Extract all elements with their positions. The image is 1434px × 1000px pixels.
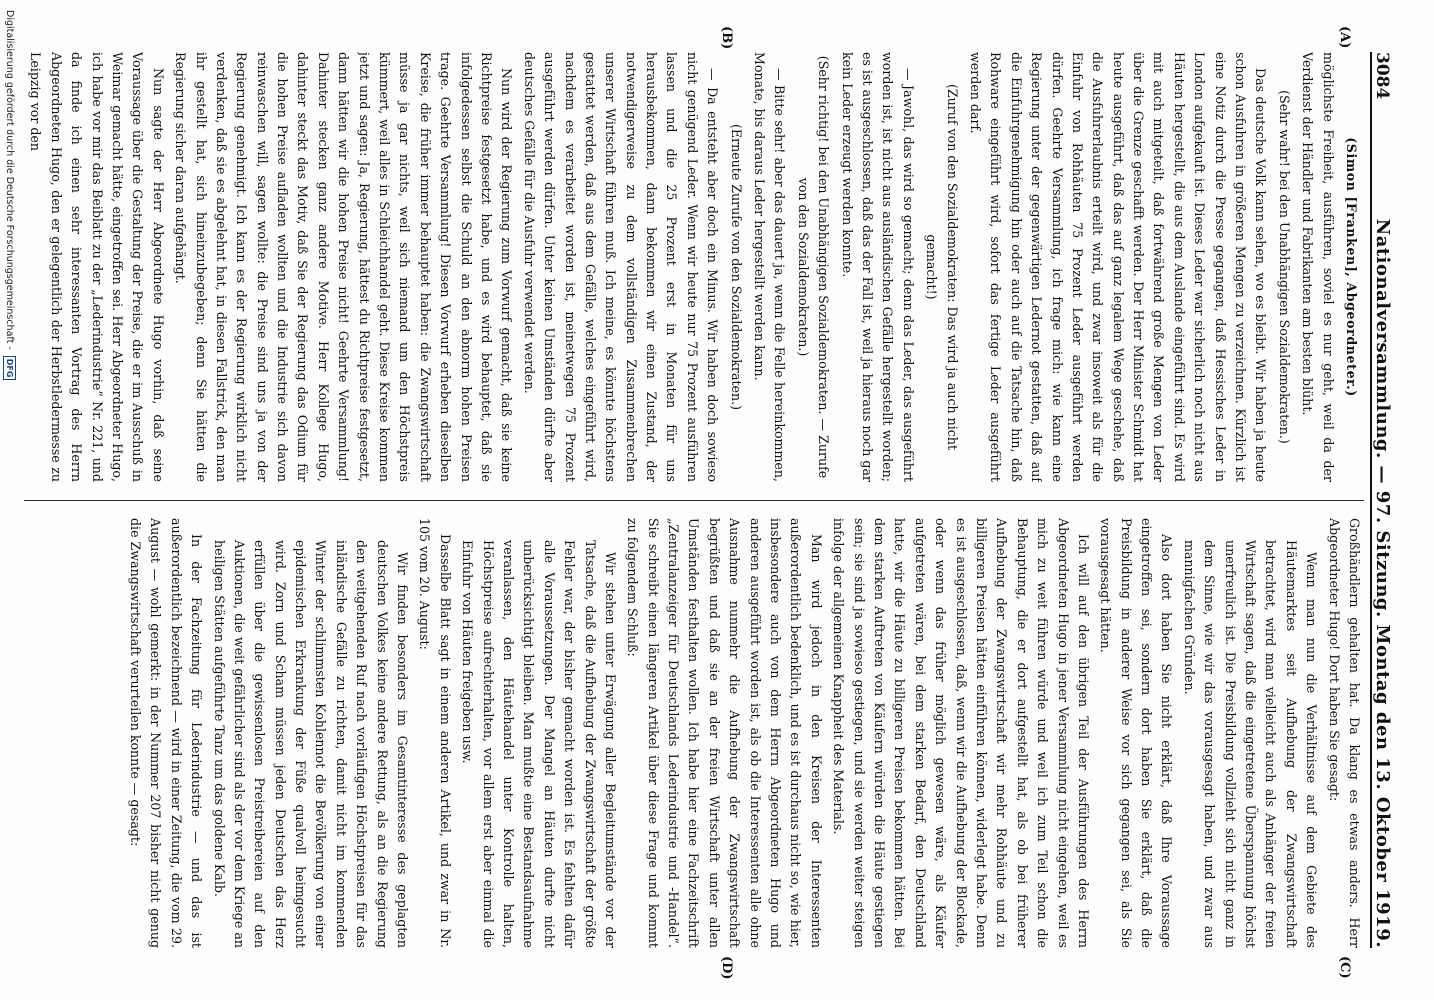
column-divider — [24, 500, 1364, 501]
margin-marker-c: (C) — [1337, 956, 1352, 979]
speaker-line: (Simon [Franken], Abgeordneter.) — [1344, 137, 1359, 397]
page-number: 3084 — [1372, 52, 1392, 100]
dfg-logo: DFG — [3, 356, 16, 381]
margin-marker-b: (B) — [719, 26, 734, 50]
paragraph: Also dort haben Sie nicht erklärt, daß Ihre Voraussage eingetroffen sei, sondern dort haben Sie erklärt, daß die Preisbildung in anderer Weise vor sich gegangen sei, als Sie vorausgesagt hätten. — [1098, 518, 1175, 948]
margin-marker-a: (A) — [1337, 26, 1352, 49]
paragraph: — Bitte sehr! aber das dauert ja, wenn die Felle hereinkommen, Monate, bis daraus Leder hergestellt werden kann. — [752, 52, 788, 482]
quotation: Wenn man nun die Verhältnisse auf dem Gebiete des Häutemarktes seit Aufhebung der Zwangswirtschaft betrachtet, wird man vielleicht auch als Anhänger der freien Wirtschaft sagen, daß die eingetretene Überspannung höchst unerfreulich ist. Die Preisbildung vollzieht sich nicht ganz in dem Sinne, wie wir das vorausgesagt haben, und zwar aus mannigfachen Gründen. — [1181, 540, 1320, 948]
paragraph: Nun sagte der Herr Abgeordnete Hugo vorhin, daß seine Voraussage über die Gestaltung der Preise, die er im Ausschuß in Weimar gemacht hätte, eingetroffen sei. Herr Abgeordneter Hugo, ich habe vor mir das Beiblatt zu der „Lederindustrie“ Nr. 221, und da finde ich einen sehr interessanten Vortrag des Herrn Abgeordneten Hugo, den er gelegentlich der Herbstledermesse zu Leipzig vor den — [28, 52, 166, 482]
paragraph: Großhändlern gehalten hat. Da klang es etwas anders. Herr Abgeordneter Hugo! Dort haben Sie gesagt: — [1326, 518, 1362, 948]
paragraph: Dasselbe Blatt sagt in einem anderen Artikel, und zwar in Nr. 105 vom 20. August: — [417, 518, 453, 948]
paragraph: Nun wird der Regierung zum Vorwurf gemacht, daß sie keine Richtpreise festgesetzt habe, und es wird behauptet, daß sie infolgedessen selbst die Schuld an den abnorm hohen Preisen trage. Geehrte Versammlung! Diesen Vorwurf erheben dieselben Kreise, die früher immer behauptet haben: die Zwangswirtschaft müsse ja gar nichts, weil sich niemand um den Höchstpreis kümmert, weil alles in Schleichhandel geht. Diese Kreise kommen jetzt und sagen: Ja, Regierung, hättest du Richtpreise festgesetzt, dann hätten wir die hohen Preise nicht! Geehrte Versammlung! Dahinter stecken ganz andere Motive. Herr Kollege Hugo, dahinter steckt das Motiv, daß Sie der Regierung das Odium für die hohen Preise aufladen wollten und die Industrie sich davon reinwaschen will, sagen wollte: die Preise sind uns ja von der Regierung genehmigt. Ich kann es der Regierung wirklich nicht verdenken, daß sie es abgelehnt hat, in diesen Fallstrick, den man ihr gestellt hat, sich hineinzubegeben; denn Sie hätten die Regierung sicher daran aufgehängt. — [173, 52, 515, 482]
paragraph: Das deutsche Volk kann sehen, wo es bleibt. Wir haben ja heute schon Ausfuhren in größeren Mengen zu verzeichnen. Kürzlich ist eine Notiz durch die Presse gegangen, daß Hessisches Leder in London aufgekauft ist. Dieses Leder war sicherlich noch nicht aus Häuten hergestellt, die aus dem Auslande eingeführt sind. Es wird mit auch mitgeteilt, daß fortwährend große Mengen von Leder über die Grenze geschafft werden. Der Herr Minister Schmidt hat heute ausgeführt, daß das auf ganz legalem Wege geschehe, daß die Ausfuhrerlaubnis erteilt wird, und zwar insoweit als für die Einfuhr von Rohhäuten 75 Prozent Leder ausgeführt werden dürfen. Geehrte Versammlung, ich frage mich: wie kann eine Regierung unter der gegenwärtigen Ledernot gestatten, daß auf die Einfuhrgenehmigung hin oder auch auf die Tatsache hin, daß Rohware eingeführt wird, sofort das fertige Leder ausgeführt werden darf. — [967, 52, 1269, 482]
digitization-footer — [3, 10, 16, 990]
interjection: (Erneute Zurufe von den Sozialdemokraten.) — [728, 123, 744, 411]
margin-marker-d: (D) — [719, 956, 734, 980]
quotation: Wir finden besonders im Gesamtinteresse des geplagten deutschen Volkes keine andere Rettung, als an die Regierung den weitgehenden Ruf nach vorläufigen Höchstpreisen für das inländische Gefälle zu richten, damit nicht im kommenden Winter der schlimmsten Kohlennot die Bevölkerung von einer epidemischen Erkrankung der Füße qualvoll heimgesucht wird. Zorn und Scham müssen jeden Deutschen das Herz erfüllen über die gewissenlosen Preistreibereien auf den Auktionen, die weit gefährlicher sind als der vor dem Kriege an heiligen Stätten aufgeführte Tanz um das goldene Kalb. — [211, 540, 411, 948]
paragraph: Man wird jedoch in den Kreisen der Interessenten außerordentlich bedenklich, und es ist durchaus nicht so, wie hier, insbesondere auch von dem Herrn Abgeordneten Hugo und anderen ausgeführt worden ist, als ob die Interessenten alle ohne Ausnahme nunmehr die Aufhebung der Zwangswirtschaft begrüßten und daß sie an der freien Wirtschaft unter allen Umständen festhalten wollen. Ich habe hier eine Fachzeitschrift „Zentralanzeiger für Deutschlands Lederindustrie und -Handel“. Sie schreibt einen längeren Artikel über diese Frage und kommt zu folgendem Schluß: — [625, 518, 824, 948]
paragraph: In der Fachzeitung für Lederindustrie — und das ist außerordentlich bezeichnend — wird in einer Zeitung, die vom 29. August — wohl gemerkt: in der Nummer 207 bisher nicht genug die Zwangswirtschaft verurteilen konnte — gesagt: — [127, 518, 205, 948]
paragraph: — Da entsteht aber doch ein Minus. Wir haben doch sowieso nicht genügend Leder. Wenn wir heute nur 75 Prozent ausführen lassen und die 25 Prozent erst in Monaten für uns herausbekommen, dann bekommen wir einen Zustand, der notwendigerweise zu dem vollständigen Zusammenbrechen unserer Wirtschaft führen muß. Ich meine, es könnte höchstens gestattet werden, daß aus dem Gefälle, welches eingeführt wird, nachdem es verarbeitet worden ist, meinetwegen 75 Prozent ausgeführt werden dürfen. Unter keinen Umständen dürfte aber deutsches Gefälle für die Ausfuhr verwendet werden. — [521, 52, 721, 482]
paragraph: — Jawohl, das wird so gemacht; denn das Leder, das ausgeführt worden ist, ist nicht aus ausländischen Gefälle hergestellt worden; es ist ausgeschlossen, daß das der Fall ist, weil ja hieraus noch gar kein Leder erzeugt werden konnte. — [839, 52, 916, 482]
quotation: Wir stehen unter Erwägung aller Begleitumstände vor der Tatsache, daß die Aufhebung der Zwangswirtschaft der größte Fehler war, der bisher gemacht worden ist. Es fehlten dafür alle Voraussetzungen. Der Mangel an Häuten durfte nicht unberücksichtigt bleiben. Man mußte eine Bestandsaufnahme veranlassen, den Häutehandel unter Kontrolle halten, Höchstpreise aufrechterhalten, vor allem erst aber einmal die Einfuhr von Häuten freigeben usw. — [460, 540, 618, 948]
paragraph: Ich will auf den übrigen Teil der Ausführungen des Herrn Abgeordneten Hugo in jener Versammlung nicht eingehen, weil es mich zu weit führen würde und weil ich zum Teil schon die Behauptung, die er dort aufgestellt hat, als ob bei früherer Aufhebung der Zwangswirtschaft wir mehr Rohhäute und zu billigeren Preisen hätten einführen können, widerlegt habe. Denn es ist ausgeschlossen, daß, wenn wir die Aufhebung der Blockade, oder wenn das früher möglich gewesen wäre, als Käufer aufgetreten wären, bei dem starken Bedarf, den Deutschland hatte, wir die Häute zu billigeren Preisen bekommen hätten. Bei dem starken Auftreten von Käufern würden die Häute gestiegen sein; sie sind ja sowieso gestiegen, und sie werden weiter steigen infolge der allgemeinen Knappheit des Materials. — [831, 518, 1091, 948]
left-column — [24, 52, 1364, 482]
footer-text: Digitalisierung gefördert durch die Deutsche Forschungsgemeinschaft - — [4, 10, 15, 350]
interjection: (Sehr wahr! bei den Unabhängigen Sozialdemokraten.) — [1276, 90, 1292, 444]
page-header — [1370, 52, 1406, 948]
right-column — [24, 518, 1364, 948]
page-title: Nationalversammlung. — 97. Sitzung. Montag den 13. Oktober 1919. — [1372, 218, 1393, 948]
interjection: (Zuruf von den Sozialdemokraten: Das wird ja auch nicht gemacht!) — [924, 83, 960, 451]
interjection: (Sehr richtig! bei den Unabhängigen Sozialdemokraten. — Zurufe von den Sozialdemokraten.) — [795, 55, 832, 479]
paragraph: möglichste Freiheit, ausführen, soviel es nur geht, weil da der Verdienst der Händler und Fabrikanten am besten blüht. — [1300, 52, 1336, 482]
